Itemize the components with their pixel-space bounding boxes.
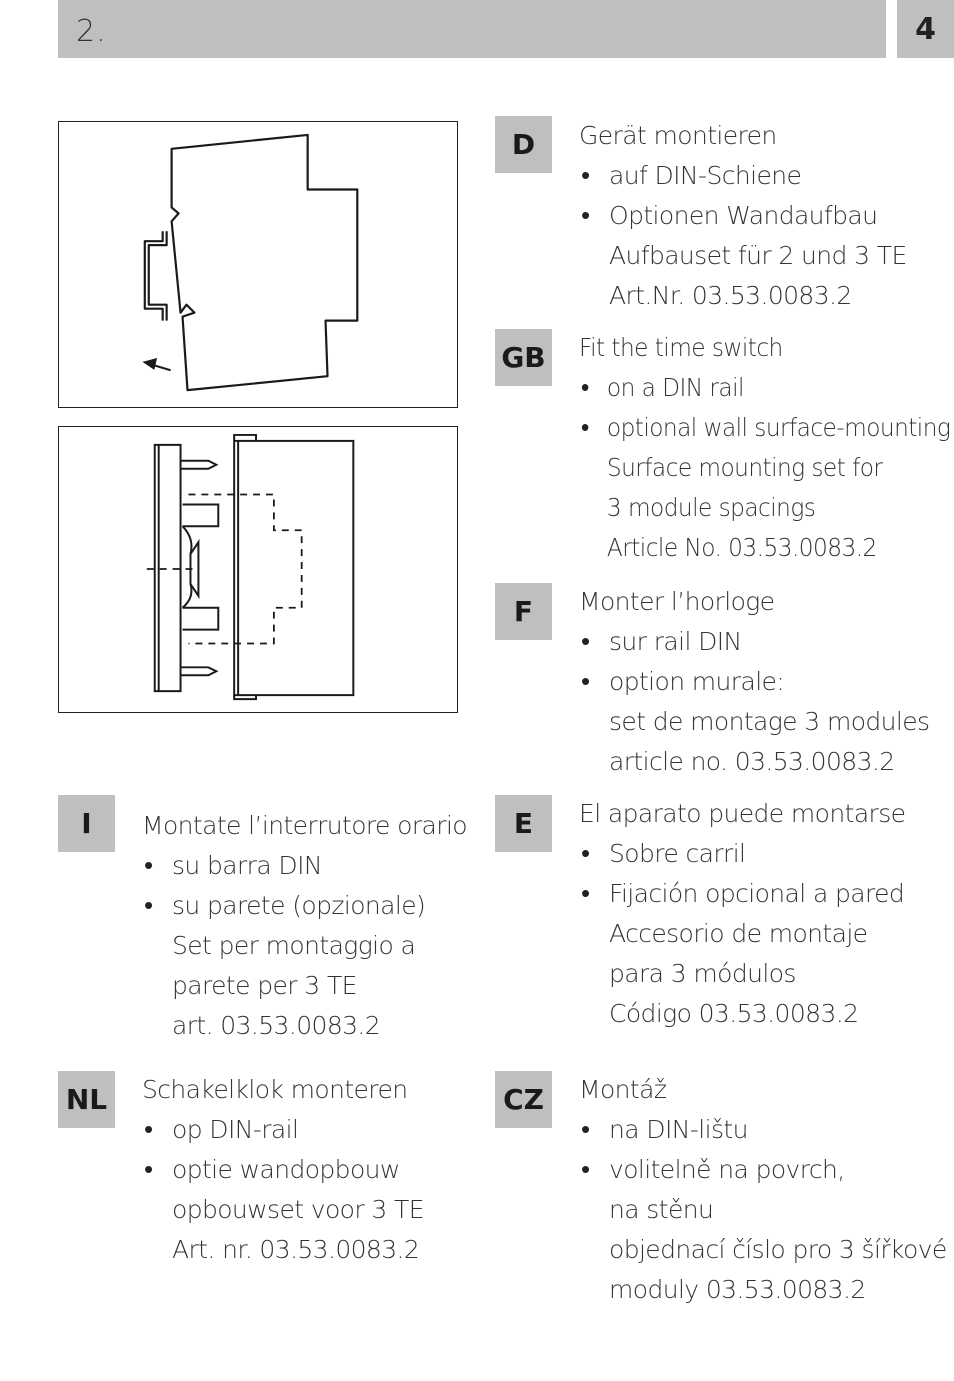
lang-badge-es: E	[495, 795, 552, 852]
lang-badge-it: I	[58, 795, 115, 852]
wall-mounting-illustration	[59, 427, 457, 712]
detail-line: na stěnu	[609, 1195, 714, 1224]
detail-line: objednací číslo pro 3 šířkové	[609, 1235, 947, 1264]
section-de	[579, 116, 907, 316]
list-item: • su parete (opzionale)	[144, 891, 426, 921]
detail-line: Article No. 03.53.0083.2	[606, 533, 877, 562]
detail-line: art. 03.53.0083.2	[172, 1011, 381, 1040]
section-fr	[579, 582, 929, 782]
list-item: • auf DIN-Schiene	[581, 161, 802, 191]
list-item: • volitelně na povrch,	[581, 1155, 845, 1185]
section-nl-title: Schakelklok monteren	[142, 1075, 408, 1104]
lang-badge-nl: NL	[58, 1071, 115, 1128]
detail-line: set de montage 3 modules	[609, 707, 930, 736]
section-gb-title: Fit the time switch	[579, 333, 783, 362]
list-item: • on a DIN rail	[580, 373, 744, 403]
list-item: • optie wandopbouw	[144, 1155, 400, 1185]
section-cz	[579, 1070, 947, 1310]
list-item: • na DIN-lištu	[581, 1115, 748, 1145]
detail-line: Art. nr. 03.53.0083.2	[172, 1235, 420, 1264]
section-es	[579, 794, 905, 1034]
page-number: 4	[915, 12, 936, 47]
list-item: • option murale:	[581, 667, 785, 697]
list-item: • op DIN-rail	[144, 1115, 299, 1145]
detail-line: Aufbauset für 2 und 3 TE	[609, 241, 907, 270]
list-item: • Sobre carril	[581, 839, 746, 869]
detail-line: para 3 módulos	[609, 959, 796, 988]
list-item: • Fijación opcional a pared	[581, 879, 905, 909]
list-item: • Optionen Wandaufbau	[581, 201, 878, 231]
wall-mounting-figure	[58, 426, 458, 713]
detail-line: opbouwset voor 3 TE	[172, 1195, 424, 1224]
din-rail-mounting-illustration	[59, 122, 457, 407]
section-cz-title: Montáž	[579, 1075, 667, 1104]
detail-line: parete per 3 TE	[172, 971, 357, 1000]
detail-line: Código 03.53.0083.2	[609, 999, 859, 1028]
section-fr-title: Monter l’horloge	[579, 587, 775, 616]
detail-line: Art.Nr. 03.53.0083.2	[609, 281, 852, 310]
detail-line: Accesorio de montaje	[609, 919, 868, 948]
detail-line: 3 module spacings	[606, 493, 816, 522]
list-item: • optional wall surface-mounting	[580, 413, 951, 443]
section-number: 2.	[76, 14, 107, 49]
din-rail-mounting-figure	[58, 121, 458, 408]
detail-line: moduly 03.53.0083.2	[609, 1275, 866, 1304]
lang-badge-fr: F	[495, 583, 552, 640]
lang-badge-gb: GB	[495, 329, 552, 386]
list-item: • su barra DIN	[144, 851, 322, 881]
section-de-title: Gerät montieren	[579, 121, 777, 150]
detail-line: Set per montaggio a	[172, 931, 416, 960]
lang-badge-de: D	[495, 116, 552, 173]
section-it	[142, 806, 467, 1046]
header-bar	[58, 0, 886, 58]
list-item: • sur rail DIN	[581, 627, 742, 657]
section-es-title: El aparato puede montarse	[579, 799, 906, 828]
section-gb	[579, 328, 950, 568]
detail-line: Surface mounting set for	[606, 453, 883, 482]
section-nl	[142, 1070, 424, 1270]
lang-badge-cz: CZ	[495, 1071, 552, 1128]
detail-line: article no. 03.53.0083.2	[609, 747, 895, 776]
page-number-box	[897, 0, 954, 58]
section-it-title: Montate l’interrutore orario	[142, 811, 467, 840]
